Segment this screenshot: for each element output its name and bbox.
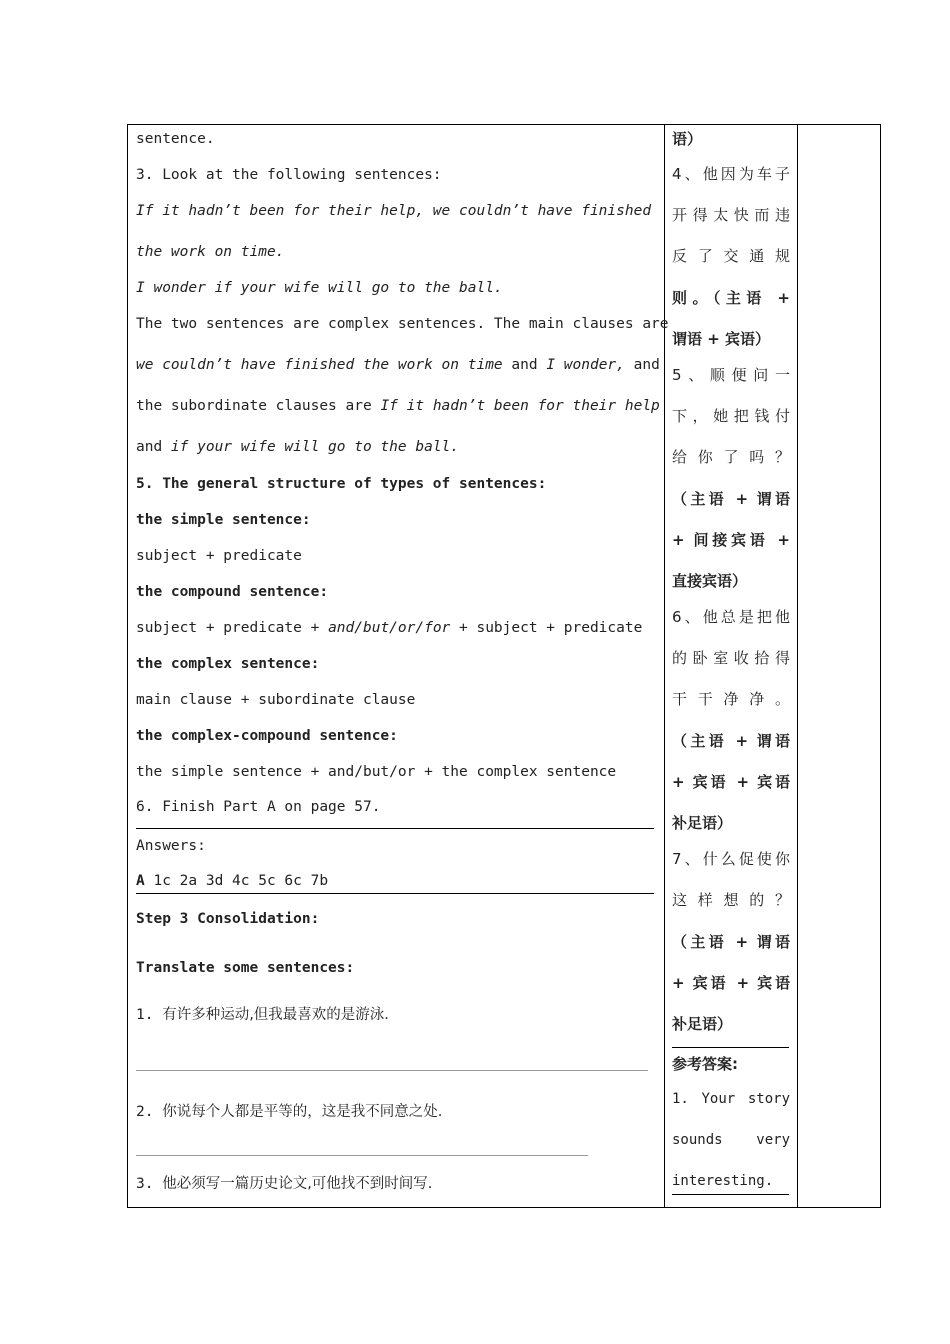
task-heading: Translate some sentences: — [136, 960, 355, 976]
section-divider — [136, 828, 654, 829]
text-line: 3. Look at the following sentences: — [136, 167, 442, 183]
step-heading: Step 3 Consolidation: — [136, 911, 320, 927]
lesson-table — [127, 124, 881, 1208]
answers-values: 1c 2a 3d 4c 5c 6c 7b — [144, 873, 329, 889]
side-line: + 宾语 + 宾语 — [672, 974, 790, 992]
side-line: 这样想的？ — [672, 891, 790, 909]
structure-formula — [136, 618, 642, 638]
structure-formula: main clause + subordinate clause — [136, 692, 416, 708]
text-segment: and — [502, 357, 547, 373]
text-line: sentence. — [136, 131, 215, 147]
answers-line — [136, 871, 328, 891]
structure-heading: the complex sentence: — [136, 656, 320, 672]
task-line: 6. Finish Part A on page 57. — [136, 799, 381, 815]
section-heading: 5. The general structure of types of sentences: — [136, 476, 547, 492]
side-line: 则。（主语 + — [672, 289, 790, 307]
answer-blank-line[interactable] — [136, 1155, 588, 1156]
reference-answer-line: interesting. — [672, 1173, 774, 1189]
text-line — [136, 355, 660, 375]
text-segment: + subject + predicate — [450, 620, 643, 636]
example-sentence: the work on time. — [136, 244, 285, 260]
side-line: 7、什么促使你 — [672, 850, 790, 868]
text-segment: and — [136, 439, 171, 455]
side-line: 干干净净。 — [672, 690, 790, 708]
item-text: 你说每个人都是平等的，这是我不同意之处. — [162, 1104, 443, 1120]
example-sentence: I wonder if your wife will go to the ball. — [136, 280, 503, 296]
subordinate-clause: If it hadn’t been for their help — [380, 398, 660, 414]
main-clause: we couldn’t have finished the work on time — [136, 357, 503, 373]
text-segment: and — [624, 357, 660, 373]
structure-heading: the compound sentence: — [136, 584, 329, 600]
side-line: 下，她把钱付 — [672, 407, 790, 425]
side-line: （主语 + 谓语 — [672, 490, 790, 508]
side-line: （主语 + 谓语 — [672, 933, 790, 951]
side-line: 补足语） — [672, 1015, 733, 1033]
side-line: 5、顺便问一 — [672, 366, 790, 384]
column-divider — [664, 125, 665, 1207]
example-sentence: If it hadn’t been for their help, we couldn’t have finished — [136, 203, 652, 219]
side-line: 谓语 + 宾语） — [672, 330, 771, 348]
side-line: 4、他因为车子 — [672, 165, 790, 183]
reference-answer-line: sounds very — [672, 1132, 790, 1148]
text-segment: the subordinate clauses are — [136, 398, 381, 414]
conjunctions: and/but/or/for — [328, 620, 451, 636]
item-number: 1. — [136, 1007, 163, 1023]
side-line: 6、他总是把他 — [672, 608, 790, 626]
side-line: （主语 + 谓语 — [672, 732, 790, 750]
text-line: The two sentences are complex sentences. The main clauses are — [136, 316, 669, 332]
item-text: 有许多种运动,但我最喜欢的是游泳. — [162, 1007, 389, 1023]
translate-item — [136, 1005, 389, 1025]
text-segment: subject + predicate + — [136, 620, 329, 636]
text-line — [136, 396, 660, 416]
side-line: 的卧室收拾得 — [672, 649, 790, 667]
side-line: 反了交通规 — [672, 247, 790, 265]
translate-item — [136, 1102, 442, 1122]
text-line — [136, 437, 459, 457]
reference-answers-label: 参考答案: — [672, 1055, 738, 1073]
subordinate-clause: if your wife will go to the ball. — [170, 439, 460, 455]
section-divider — [136, 893, 654, 894]
reference-answer-line: 1. Your story — [672, 1091, 790, 1107]
side-line: + 间接宾语 + — [672, 531, 790, 549]
answers-part: A — [136, 873, 145, 889]
answer-blank-line[interactable] — [136, 1070, 648, 1071]
column-divider — [797, 125, 798, 1207]
structure-formula: the simple sentence + and/but/or + the complex sentence — [136, 764, 617, 780]
side-line: 语） — [672, 130, 703, 148]
structure-formula: subject + predicate — [136, 548, 302, 564]
item-number: 3. — [136, 1176, 163, 1192]
translate-item — [136, 1174, 432, 1194]
side-line: 补足语） — [672, 814, 733, 832]
item-text: 他必须写一篇历史论文,可他找不到时间写. — [162, 1176, 433, 1192]
answers-label: Answers: — [136, 838, 206, 854]
item-number: 2. — [136, 1104, 163, 1120]
side-line: 开得太快而违 — [672, 206, 790, 224]
structure-heading: the simple sentence: — [136, 512, 311, 528]
side-line: 给你了吗？ — [672, 448, 790, 466]
main-clause: I wonder, — [546, 357, 625, 373]
side-line: + 宾语 + 宾语 — [672, 773, 790, 791]
side-divider — [672, 1047, 789, 1048]
structure-heading: the complex-compound sentence: — [136, 728, 398, 744]
side-line: 直接宾语） — [672, 572, 748, 590]
side-divider — [672, 1194, 789, 1195]
